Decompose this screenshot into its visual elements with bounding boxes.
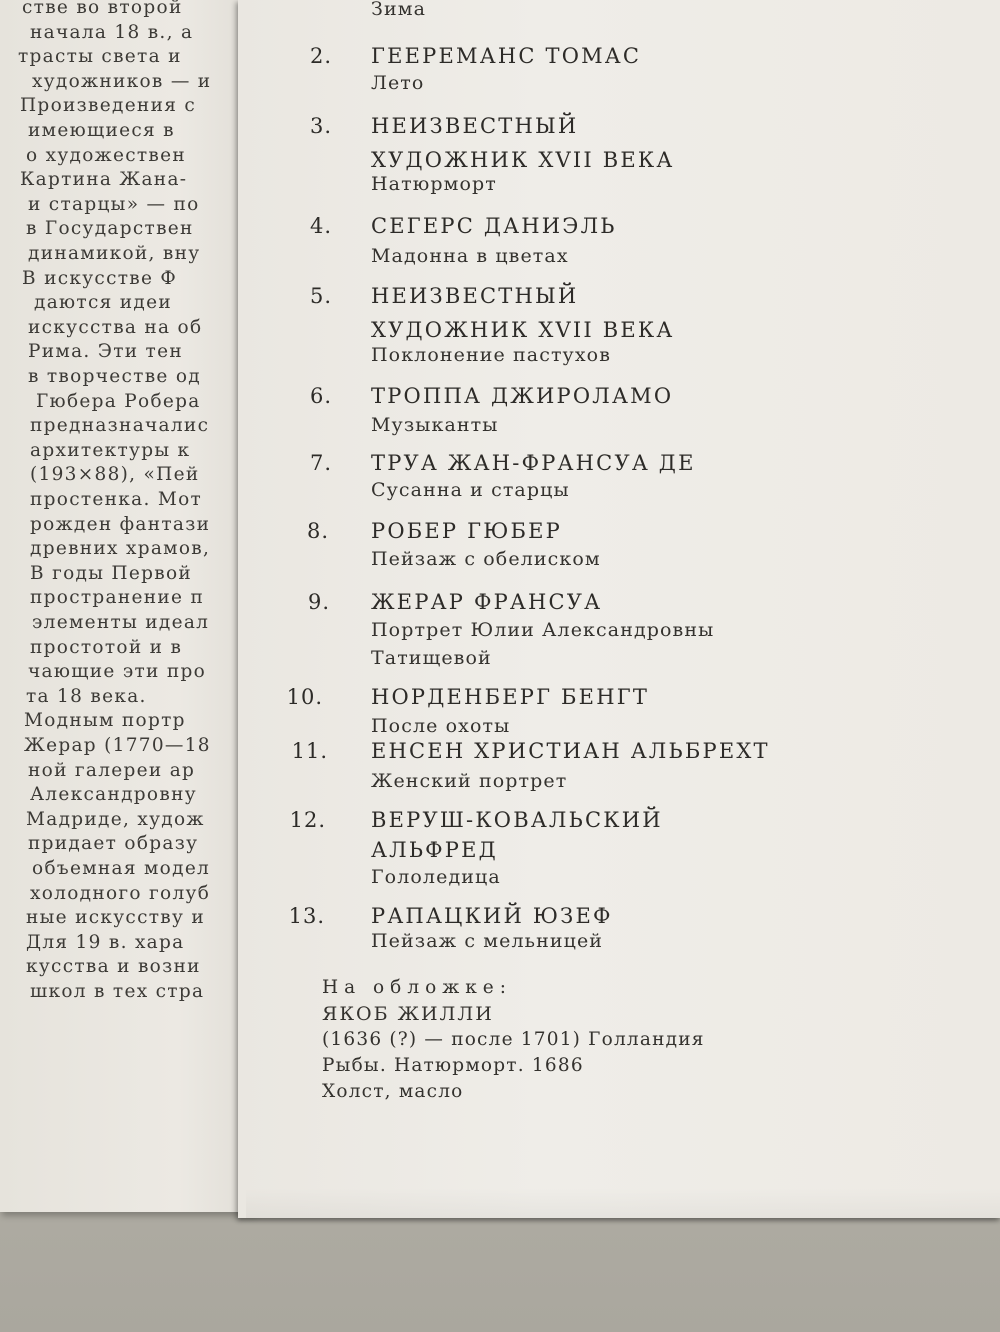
- left-page-line: Модным портр: [24, 710, 186, 732]
- left-page-line: рожден фантази: [30, 513, 211, 535]
- artwork-title: После охоты: [371, 715, 511, 737]
- cover-medium: Холст, масло: [322, 1081, 464, 1102]
- cover-artist: ЯКОБ ЖИЛЛИ: [322, 1003, 494, 1025]
- artist-name: НОРДЕНБЕРГ БЕНГТ: [371, 685, 650, 709]
- left-page-line: предназначалис: [30, 415, 210, 437]
- artist-name: ТРОППА ДЖИРОЛАМО: [371, 384, 674, 408]
- entry-number: 2.: [309, 44, 332, 68]
- artwork-title: Портрет Юлии Александровны: [371, 619, 715, 641]
- left-page-line: Для 19 в. хара: [26, 931, 185, 953]
- left-page-line: в Государствен: [26, 218, 194, 240]
- artwork-title: Натюрморт: [371, 173, 497, 195]
- artwork-title: Пейзаж с обелиском: [371, 548, 601, 570]
- artwork-title: Татищевой: [371, 647, 492, 669]
- artist-name: ХУДОЖНИК XVII ВЕКА: [371, 148, 675, 172]
- artist-name: ВЕРУШ-КОВАЛЬСКИЙ: [371, 808, 663, 832]
- artwork-title: Сусанна и старцы: [371, 479, 570, 501]
- right-page: [238, 0, 1000, 1218]
- left-page-line: Картина Жана-: [20, 169, 188, 191]
- artist-name: НЕИЗВЕСТНЫЙ: [371, 114, 579, 138]
- artist-name: РАПАЦКИЙ ЮЗЕФ: [371, 904, 613, 928]
- left-page-line: пространение п: [30, 587, 205, 609]
- left-page-line: В искусстве Ф: [22, 267, 178, 289]
- left-page-line: о художествен: [26, 144, 187, 166]
- entry-number: 4.: [309, 214, 332, 238]
- artist-name: ЖЕРАР ФРАНСУА: [371, 590, 603, 614]
- left-page-line: Жерар (1770—18: [24, 735, 211, 756]
- left-page-line: объемная модел: [32, 858, 211, 879]
- left-page-line: та 18 века.: [26, 685, 147, 707]
- entry-number: 12.: [289, 808, 326, 832]
- left-page-line: ные искусству и: [26, 907, 205, 929]
- entry-number: 13.: [288, 904, 325, 928]
- artwork-title: Музыканты: [371, 414, 499, 436]
- left-page-line: имеющиеся в: [28, 120, 175, 141]
- artwork-title: Мадонна в цветах: [371, 245, 569, 267]
- left-page-line: В годы Первой: [30, 562, 193, 584]
- left-page-line: ной галереи ар: [28, 759, 196, 781]
- left-page-line: придает образу: [28, 833, 199, 855]
- left-page-line: чающие эти про: [28, 661, 207, 683]
- left-page-line: и старцы» — по: [28, 193, 200, 215]
- left-page-line: художников — и: [32, 70, 212, 92]
- cover-label: На обложке:: [322, 977, 512, 998]
- artist-name: РОБЕР ГЮБЕР: [371, 519, 562, 543]
- left-page-line: кусства и возни: [26, 956, 201, 978]
- artist-name: АЛЬФРЕД: [371, 838, 498, 862]
- artist-name: ХУДОЖНИК XVII ВЕКА: [371, 318, 675, 342]
- artwork-title: Гололедица: [371, 866, 501, 888]
- artwork-title: Женский портрет: [371, 770, 568, 792]
- entry-number: 5.: [309, 284, 332, 308]
- left-page-line: элементы идеал: [32, 612, 210, 633]
- left-page-line: Александровну: [30, 784, 197, 806]
- cover-work: Рыбы. Натюрморт. 1686: [322, 1055, 584, 1076]
- left-page-line: динамикой, вну: [28, 243, 201, 264]
- left-page-line: холодного голуб: [30, 882, 211, 904]
- entry-number: 3.: [309, 114, 332, 138]
- left-page-line: Произведения с: [20, 95, 197, 117]
- cover-dates: (1636 (?) — после 1701) Голландия: [322, 1029, 705, 1050]
- artwork-title: Зима: [371, 0, 427, 20]
- artist-name: СЕГЕРС ДАНИЭЛЬ: [371, 214, 617, 238]
- entry-number: 9.: [307, 590, 330, 614]
- artist-name: ГЕЕРЕМАНС ТОМАС: [371, 44, 642, 68]
- entry-number: 7.: [309, 451, 332, 475]
- entry-number: 10.: [286, 685, 323, 709]
- artist-name: ТРУА ЖАН-ФРАНСУА ДЕ: [371, 451, 696, 475]
- left-page-line: школ в тех стра: [30, 981, 205, 1002]
- left-page-line: простотой и в: [30, 636, 183, 658]
- artist-name: ЕНСЕН ХРИСТИАН АЛЬБРЕХТ: [371, 739, 770, 763]
- left-page-line: архитектуры к: [30, 439, 191, 461]
- left-page-line: Рима. Эти тен: [28, 341, 183, 363]
- artwork-title: Лето: [371, 72, 425, 94]
- left-page-line: стве во второй: [22, 0, 183, 18]
- left-page-line: искусства на об: [28, 316, 203, 338]
- left-page-line: (193×88), «Пей: [30, 464, 200, 486]
- artwork-title: Поклонение пастухов: [371, 344, 611, 366]
- left-page-line: трасты света и: [18, 46, 182, 68]
- entry-number: 8.: [306, 519, 329, 543]
- left-page-line: древних храмов,: [30, 538, 211, 560]
- left-page-line: в творчестве од: [28, 366, 201, 387]
- left-page-line: даются идеи: [34, 292, 172, 314]
- left-page-line: Гюбера Робера: [36, 390, 201, 412]
- entry-number: 11.: [291, 739, 328, 763]
- entry-number: 6.: [309, 384, 332, 408]
- left-page-line: Мадриде, худож: [26, 808, 205, 830]
- artist-name: НЕИЗВЕСТНЫЙ: [371, 284, 579, 308]
- artwork-title: Пейзаж с мельницей: [371, 930, 604, 952]
- left-page-line: простенка. Мот: [30, 489, 203, 510]
- left-page-line: начала 18 в., а: [30, 21, 194, 43]
